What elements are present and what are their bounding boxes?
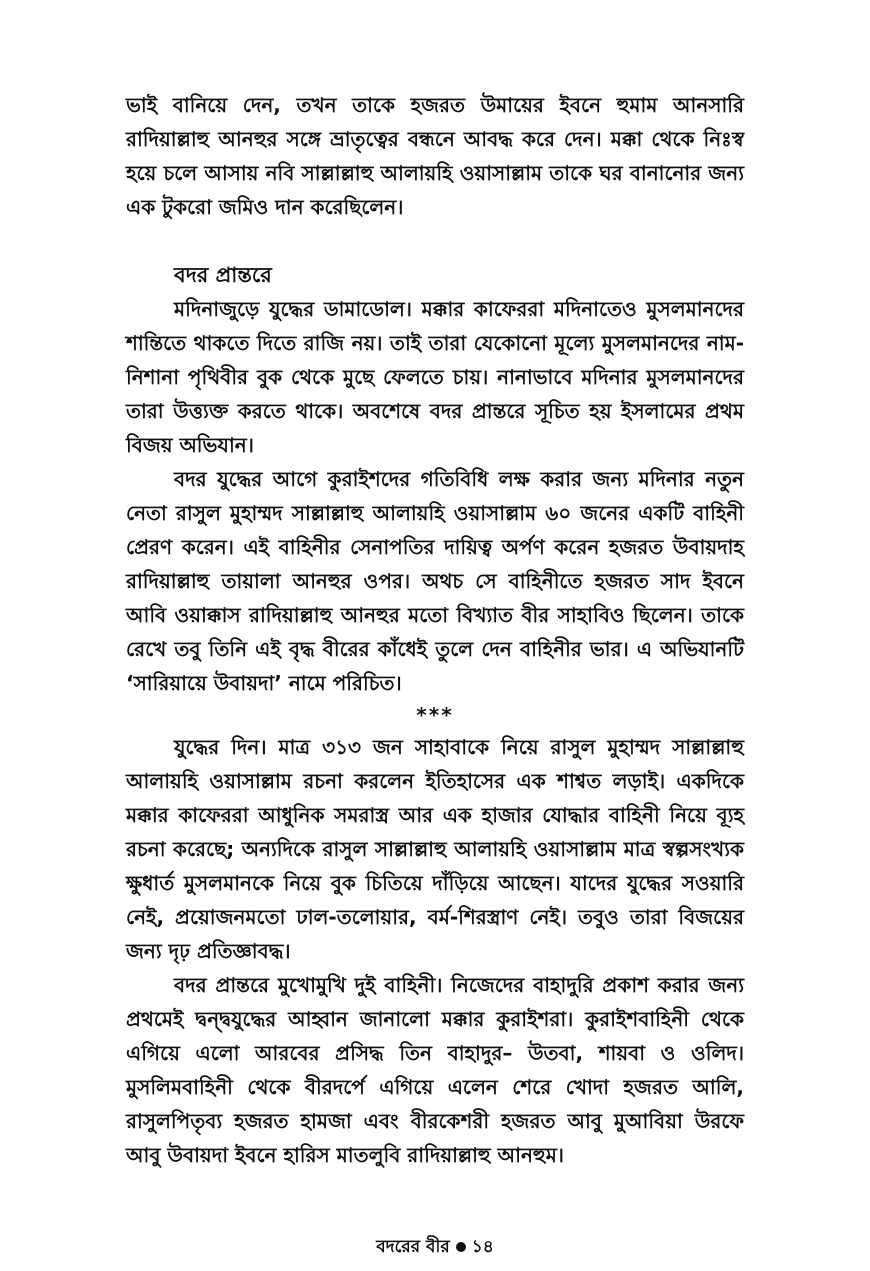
footer-page-number: ১৪ (471, 1237, 494, 1257)
section-separator: *** (416, 703, 454, 727)
paragraph-expedition: বদর যুদ্ধের আগে কুরাইশদের গতিবিধি লক্ষ করার জন্য মদিনার নতুন নেতা রাসুল মুহাম্মদ সাল্লাল্লাহু আলায়হি ওয়াসাল্লাম ৬০ জনের একটি বাহিনী প্রেরণ করেন। এই বাহিনীর সেনাপতির দায়িত্ব অর্পণ করেন হজরত উবায়দাহ রাদিয়াল্লাহু তায়ালা আনহুর ওপর। অথচ সে বাহিনীতে হজরত সাদ ইবনে আবি ওয়াক্কাস রাদিয়াল্লাহু আনহুর মতো বিখ্যাত বীর সাহাবিও ছিলেন। তাকে রেখে তবু তিনি এই বৃদ্ধ বীরের কাঁধেই তুলে দেন বাহিনীর ভার। এ অভিযানটি ‘সারিয়ায়ে উবায়দা’ নামে পরিচিত। (126, 467, 744, 695)
bullet-icon (456, 1242, 466, 1252)
page-body (126, 88, 744, 1172)
section-heading: বদর প্রান্তরে (174, 263, 272, 287)
footer-book-title: বদরের বীর (376, 1237, 450, 1257)
paragraph-battle-day: যুদ্ধের দিন। মাত্র ৩১৩ জন সাহাবাকে নিয়ে রাসুল মুহাম্মদ সাল্লাল্লাহু আলায়হি ওয়াসাল্লাম রচনা করলেন ইতিহাসের এক শাশ্বত লড়াই। একদিকে মক্কার কাফেররা আধুনিক সমরাস্ত্র আর এক হাজার যোদ্ধার বাহিনী নিয়ে ব্যূহ রচনা করেছে; অন্যদিকে রাসুল সাল্লাল্লাহু আলায়হি ওয়াসাল্লাম মাত্র স্বল্পসংখ্যক ক্ষুধার্ত মুসলমানকে নিয়ে বুক চিতিয়ে দাঁড়িয়ে আছেন। যাদের যুদ্ধের সওয়ারি নেই, প্রয়োজনমতো ঢাল-তলোয়ার, বর্ম-শিরস্ত্রাণ নেই। তবুও তারা বিজয়ের জন্য দৃঢ় প্রতিজ্ঞাবদ্ধ। (126, 735, 744, 963)
paragraph-intro: ভাই বানিয়ে দেন, তখন তাকে হজরত উমায়ের ইবনে হুমাম আনসারি রাদিয়াল্লাহু আনহুর সঙ্গে ভ্রাতৃত্বের বন্ধনে আবদ্ধ করে দেন। মক্কা থেকে নিঃস্ব হয়ে চলে আসায় নবি সাল্লাল্লাহু আলায়হি ওয়াসাল্লাম তাকে ঘর বানানোর জন্য এক টুকরো জমিও দান করেছিলেন। (126, 93, 744, 219)
paragraph-madina: মদিনাজুড়ে যুদ্ধের ডামাডোল। মক্কার কাফেররা মদিনাতেও মুসলমানদের শান্তিতে থাকতে দিতে রাজি নয়। তাই তারা যেকোনো মূল্যে মুসলমানদের নাম-নিশানা পৃথিবীর বুক থেকে মুছে ফেলতে চায়। নানাভাবে মদিনার মুসলমানদের তারা উত্ত্যক্ত করতে থাকে। অবশেষে বদর প্রান্তরে সূচিত হয় ইসলামের প্রথম বিজয় অভিযান। (126, 297, 744, 457)
paragraph-duel: বদর প্রান্তরে মুখোমুখি দুই বাহিনী। নিজেদের বাহাদুরি প্রকাশ করার জন্য প্রথমেই দ্বন্দ্বযুদ্ধের আহ্বান জানালো মক্কার কুরাইশরা। কুরাইশবাহিনী থেকে এগিয়ে এলো আরবের প্রসিদ্ধ তিন বাহাদুর– উতবা, শায়বা ও ওলিদ। মুসলিমবাহিনী থেকে বীরদর্পে এগিয়ে এলেন শেরে খোদা হজরত আলি, রাসুলপিতৃব্য হজরত হামজা এবং বীরকেশরী হজরত আবু মুআবিয়া উরফে আবু উবায়দা ইবনে হারিস মাতলুবি রাদিয়াল্লাহু আনহুম। (126, 973, 744, 1167)
page-footer (0, 1236, 870, 1258)
